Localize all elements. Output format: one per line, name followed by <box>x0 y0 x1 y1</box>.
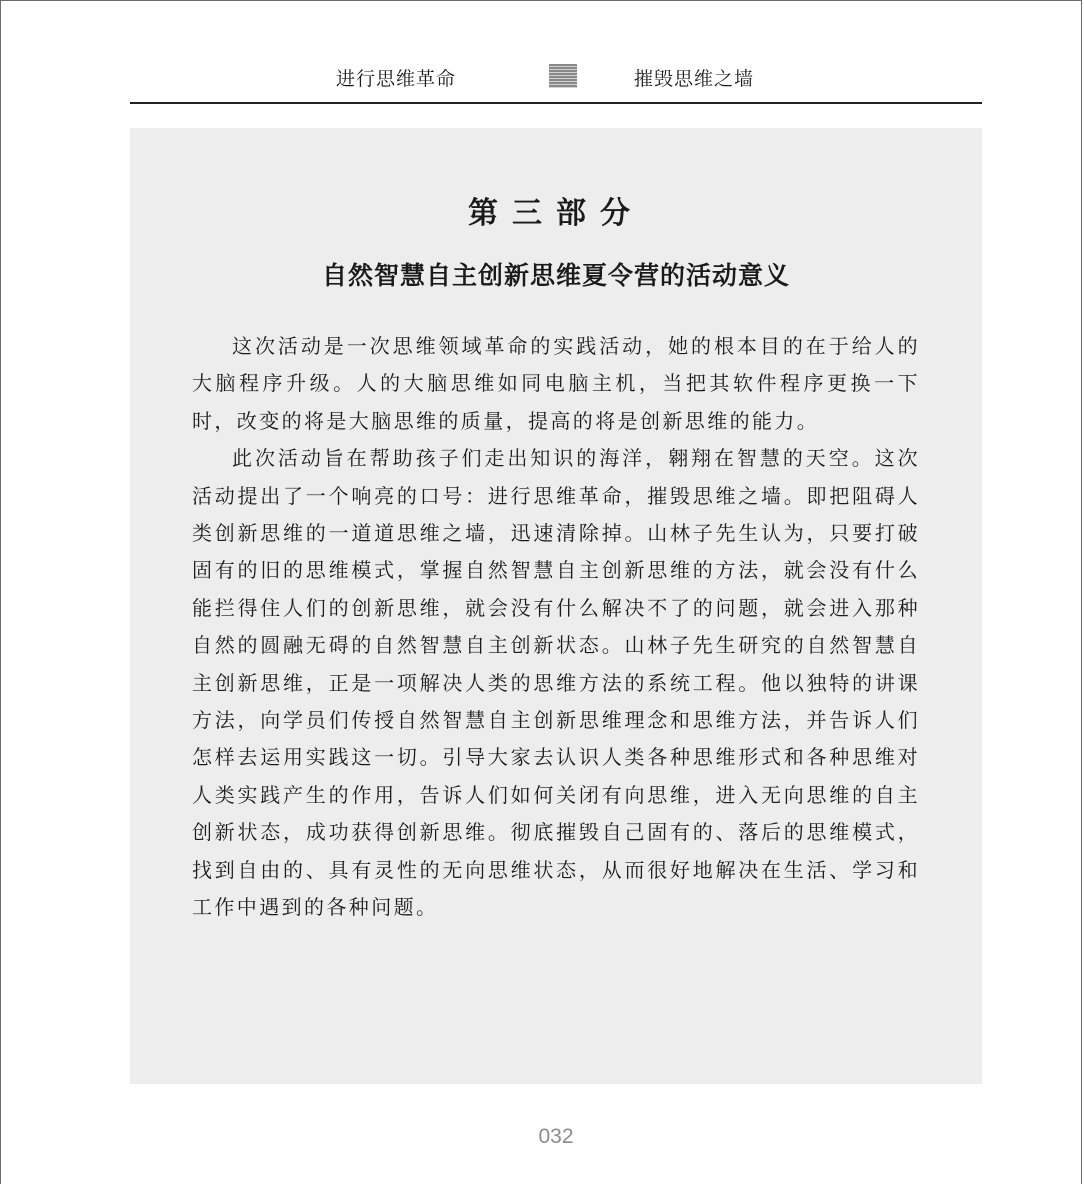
content-box <box>130 128 982 1084</box>
header-right-title: 摧毁思维之墙 <box>634 68 755 90</box>
part-title: 第三部分 <box>468 196 644 231</box>
running-header <box>130 58 982 104</box>
section-title: 自然智慧自主创新思维夏令营的活动意义 <box>321 261 790 290</box>
body-text <box>192 328 920 927</box>
striped-block-icon <box>549 64 577 88</box>
paragraph-2: 此次活动旨在帮助孩子们走出知识的海洋，翱翔在智慧的天空。这次活动提出了一个响亮的口号：进行思维革命，摧毁思维之墙。即把阻碍人类创新思维的一道道思维之墙，迅速清除掉。山林子先生认为，只要打破固有的旧的思维模式，掌握自然智慧自主创新思维的方法，就会没有什么能拦得住人们的创新思维，就会没有什么解决不了的问题，就会进入那种自然的圆融无碍的自然智慧自主创新状态。山林子先生研究的自然智慧自主创新思维，正是一项解决人类的思维方法的系统工程。他以独特的讲课方法，向学员们传授自然智慧自主创新思维理念和思维方法，并告诉人们怎样去运用实践这一切。引导大家去认识人类各种思维形式和各种思维对人类实践产生的作用，告诉人们如何关闭有向思维，进入无向思维的自主创新状态，成功获得创新思维。彻底摧毁自己固有的、落后的思维模式，找到自由的、具有灵性的无向思维状态，从而很好地解决在生活、学习和工作中遇到的各种问题。 <box>192 446 920 920</box>
header-left-title: 进行思维革命 <box>336 68 457 90</box>
paragraph-1: 这次活动是一次思维领域革命的实践活动，她的根本目的在于给人的大脑程序升级。人的大脑思维如同电脑主机，当把其软件程序更换一下时，改变的将是大脑思维的质量，提高的将是创新思维的能力。 <box>192 334 920 433</box>
page-number: 032 <box>538 1125 574 1148</box>
